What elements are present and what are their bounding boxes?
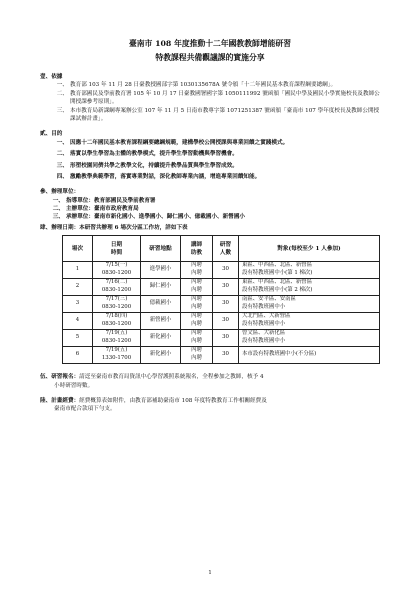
time-text: 0830-1200	[101, 321, 132, 328]
assistant-text: 內聘	[191, 338, 202, 345]
objective-item	[40, 162, 380, 170]
budget-text-2: 臺南市配合款項下勻支。	[54, 406, 116, 413]
cell-date	[93, 296, 141, 313]
time-text: 0830-1200	[101, 338, 132, 345]
header-location: 研習地點	[141, 236, 181, 262]
cell-target	[239, 330, 380, 347]
date-text: 7/17(三)	[105, 296, 128, 303]
header-session: 場次	[63, 236, 93, 262]
target-line2: 設有特教班國中小	[242, 304, 286, 311]
time-text: 0830-1200	[101, 287, 132, 294]
item-number: 二、	[52, 206, 64, 213]
cell-location: 新化國小	[141, 347, 181, 364]
header-target: 對象(每校至少 1 人參加)	[239, 236, 380, 262]
item-text: 本市教育局新課綱專案辦公室 107 年 11 月 5 日南市教專字第 1071251387 號函頒「臺南市 107 學年度校長及教師公開授課試辦計畫」。	[70, 107, 380, 122]
header-date	[93, 236, 141, 262]
table-header-row	[63, 236, 380, 262]
schedule-table	[62, 235, 380, 364]
item-number: 一、	[56, 82, 68, 89]
cell-count: 30	[213, 330, 239, 347]
lecturer-text: 內聘	[191, 330, 202, 337]
cell-lecturer	[181, 262, 213, 279]
assistant-text: 內聘	[191, 304, 202, 311]
target-line1: 東區、中西區、北區、新營區	[242, 279, 313, 286]
cell-lecturer	[181, 347, 213, 364]
unit-item	[40, 197, 380, 205]
cell-location: 進學國小	[141, 262, 181, 279]
basis-item	[40, 90, 380, 107]
cell-date	[93, 330, 141, 347]
title-line-2: 特教課程共備觀議課的實施分享	[155, 53, 265, 62]
header-lecturer-line1: 講師	[190, 241, 203, 248]
registration-text-1: 請逕至臺南市教育局資訊中心學習護照系統報名，全程參加之教師，核予 4	[79, 374, 264, 381]
item-text: 主辦單位：臺南市政府教育局	[66, 206, 139, 213]
lecturer-text: 內聘	[191, 279, 202, 286]
header-date-line2: 時間	[110, 249, 123, 256]
table-row	[63, 330, 380, 347]
cell-date	[93, 262, 141, 279]
item-number: 一、	[56, 139, 68, 146]
item-text: 教育部 103 年 11 月 28 日臺教授國部字第 1030135678A 號令頒「十二年國民基本教育課程綱要總綱」。	[70, 82, 337, 89]
item-number: 三、	[56, 107, 68, 114]
cell-lecturer	[181, 279, 213, 296]
table-row	[63, 296, 380, 313]
target-line2: 設有特教班國中小(第 1 梯次)	[242, 270, 313, 277]
cell-session: 1	[63, 262, 93, 279]
cell-location: 新化國小	[141, 330, 181, 347]
cell-date	[93, 347, 141, 364]
header-count-line1: 研習	[219, 241, 232, 248]
cell-target	[239, 279, 380, 296]
cell-location: 新營國小	[141, 313, 181, 330]
target-line1: 曾文區、大新化區	[242, 330, 286, 337]
cell-session: 6	[63, 347, 93, 364]
section-budget	[40, 397, 380, 414]
cell-lecturer	[181, 296, 213, 313]
assistant-text: 內聘	[191, 355, 202, 362]
item-text: 因應十二年國民基本教育課程綱要總綱規範，建構學校公開授課與專業回饋之實踐模式。	[70, 139, 289, 146]
assistant-text: 內聘	[191, 321, 202, 328]
section-basis	[40, 73, 380, 123]
cell-count: 30	[213, 347, 239, 364]
cell-session: 5	[63, 330, 93, 347]
date-text: 7/19(五)	[105, 347, 128, 354]
header-date-line1: 日期	[110, 241, 123, 248]
cell-session: 2	[63, 279, 93, 296]
lecturer-text: 內聘	[191, 313, 202, 320]
cell-session: 3	[63, 296, 93, 313]
item-number: 二、	[56, 90, 68, 97]
table-row	[63, 313, 380, 330]
table-row	[63, 347, 380, 364]
cell-target	[239, 262, 380, 279]
cell-lecturer	[181, 313, 213, 330]
header-lecturer	[181, 236, 213, 262]
table-row	[63, 279, 380, 296]
cell-date	[93, 313, 141, 330]
section-heading-schedule: 肆、辦理日期：本研習共辦理 6 場次分區工作坊，詳如下表	[40, 224, 188, 231]
assistant-text: 內聘	[191, 287, 202, 294]
time-text: 1330-1700	[101, 355, 132, 362]
budget-text-1: 經費概算表如附件，由教育部補助臺南市 108 年度特教教育工作相關經費及	[79, 398, 267, 405]
date-text: 7/16(二)	[105, 279, 128, 286]
objective-item	[40, 139, 380, 147]
section-heading-units: 參、辦理單位：	[40, 189, 80, 196]
cell-target	[239, 347, 380, 364]
table-row	[63, 262, 380, 279]
cell-session: 4	[63, 313, 93, 330]
lecturer-text: 內聘	[191, 262, 202, 269]
item-number: 一、	[52, 197, 64, 204]
assistant-text: 內聘	[191, 270, 202, 277]
basis-item	[40, 107, 380, 124]
item-text: 教育部國民及學前教育署 105 年 10 月 17 日臺教國署國字第 1050111992 號函頒「國民中學及國民小學實施校長及教師公開授課參考原則」。	[70, 90, 380, 106]
target-line1: 東區、中西區、北區、新營區	[242, 262, 313, 269]
cell-count: 30	[213, 296, 239, 313]
registration-text-2: 小時研習時數。	[54, 382, 94, 389]
section-schedule	[40, 224, 380, 364]
cell-lecturer	[181, 330, 213, 347]
page-number: 1	[208, 570, 212, 576]
target-line1: 大北門區、大新營區	[242, 313, 291, 320]
cell-target	[239, 296, 380, 313]
objective-item	[40, 150, 380, 158]
section-units	[40, 188, 380, 222]
date-text: 7/19(五)	[105, 330, 128, 337]
title-line-1: 臺南市 108 年度推動十二年國教教師增能研習	[128, 39, 292, 48]
lecturer-text: 內聘	[191, 296, 202, 303]
header-count-line2: 人數	[219, 249, 232, 256]
cell-location: 歸仁國小	[141, 279, 181, 296]
cell-location: 億載國小	[141, 296, 181, 313]
item-number: 三、	[52, 214, 64, 221]
target-line1: 本市設有特教班國中小(不分區)	[242, 351, 317, 358]
section-heading-budget: 陸、計畫經費：	[40, 398, 80, 405]
target-line2: 設有特教班國中小	[242, 321, 286, 328]
section-registration	[40, 373, 380, 390]
lecturer-text: 內聘	[191, 347, 202, 354]
item-number: 三、	[56, 162, 68, 169]
section-heading-registration: 伍、研習報名：	[40, 374, 80, 381]
item-text: 落實以學生學習為主體的教學模式，提升學生學習動機與學習機會。	[70, 151, 238, 158]
section-heading-objectives: 貳、目的	[40, 131, 63, 138]
item-number: 四、	[56, 173, 68, 180]
item-text: 激勵教學典範學習，落實專業對話，深化教師專業內涵，增進專業回饋知能。	[70, 173, 261, 180]
date-text: 7/15(一)	[105, 262, 128, 269]
section-heading-basis: 壹、依據	[40, 74, 63, 80]
time-text: 0830-1200	[101, 304, 132, 311]
cell-count: 30	[213, 313, 239, 330]
cell-count: 30	[213, 279, 239, 296]
item-text: 形塑校園同儕共學之教學文化，持續提升教學品質與學生學習成效。	[70, 162, 238, 169]
section-objectives	[40, 130, 380, 181]
unit-item	[40, 205, 380, 213]
header-lecturer-line2: 助教	[190, 249, 203, 256]
item-text: 承辦單位：臺南市新化國小、進學國小、歸仁國小、億載國小、新營國小	[66, 214, 246, 221]
target-line2: 設有特教班國中小(第 2 梯次)	[242, 287, 313, 294]
unit-item	[40, 213, 380, 221]
cell-target	[239, 313, 380, 330]
target-line1: 南區、安平區、安南區	[242, 296, 296, 303]
basis-item	[40, 81, 380, 89]
time-text: 0830-1200	[101, 270, 132, 277]
item-number: 二、	[56, 151, 68, 158]
document-title	[40, 37, 380, 65]
header-count	[213, 236, 239, 262]
cell-count: 30	[213, 262, 239, 279]
target-line2: 設有特教班國中小	[242, 338, 286, 345]
cell-date	[93, 279, 141, 296]
date-text: 7/18(四)	[105, 313, 128, 320]
item-text: 指導單位：教育部國民及學前教育署	[66, 197, 156, 204]
objective-item	[40, 173, 380, 181]
